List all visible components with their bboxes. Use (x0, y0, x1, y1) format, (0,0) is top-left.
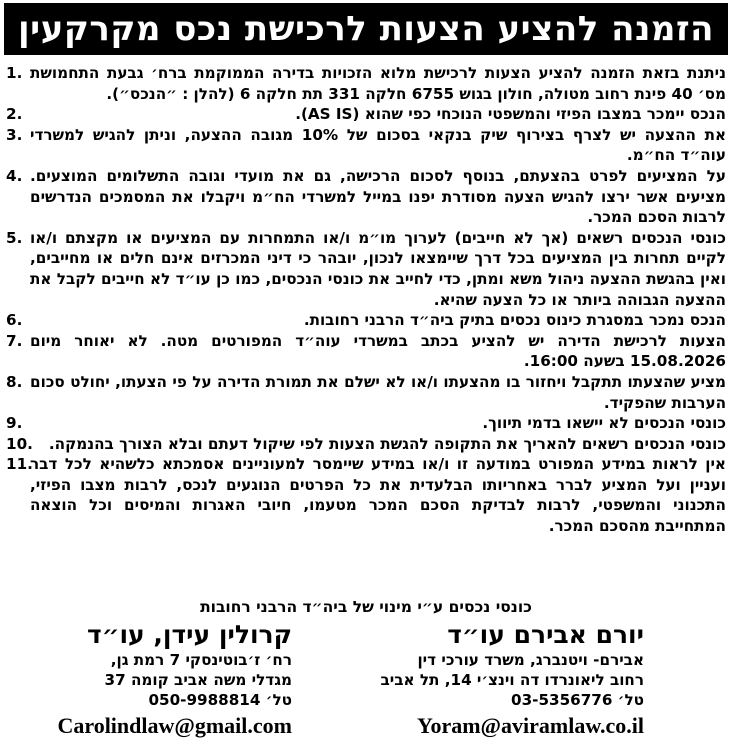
signers-heading: כונסי נכסים ע״י מינוי של ביה״ד הרבני רחובות (200, 598, 532, 616)
clause-text: מציע שהצעתו תתקבל ויחזור בו מהצעתו ו/או לא ישלם את תמורת הדירה על פי הצעתו, יחולט סכום הערבות שהפקיד. (30, 372, 726, 412)
clause-item (6, 166, 726, 228)
clause-item (6, 63, 726, 104)
clause-number: 4. (6, 166, 23, 185)
signer-right-name: יורם אבירם עו״ד (447, 620, 644, 649)
notice-title: הזמנה להציע הצעות לרכישת נכס מקרקעין (4, 3, 728, 55)
clause-number: 8. (6, 372, 23, 391)
clause-number: 1. (6, 64, 23, 82)
clause-number: 7. (6, 331, 23, 350)
clause-text: הנכס נמכר במסגרת כינוס נכסים בתיק ביה״ד הרבני רחובות. (303, 311, 726, 330)
signer-right (314, 620, 644, 741)
clause-number: 2. (6, 105, 23, 124)
signer-right-phone: טל׳ 03-5356776 (511, 691, 644, 709)
clause-item (6, 372, 726, 413)
clause-text: על המציעים לפרט בהצעתם, בנוסף לסכום הרכישה, גם את מועדי וגובה התשלומים המוצעים. מציעים אשר ירצו להגיש הצעה מסודרת יפנו במייל למשרדי הח״מ ויקבלו את המסמכים הנדרשים לרבות הסכם המכר. (30, 166, 726, 227)
signer-right-address: רחוב ליאונרדו דה וינצ׳י 14, תל אביב (380, 671, 644, 689)
clause-item (6, 125, 726, 166)
clause-item (6, 104, 726, 125)
signer-left (17, 620, 292, 741)
clause-text: הנכס יימכר במצבו הפיזי והמשפטי הנוכחי כפי שהוא (AS IS). (295, 105, 726, 124)
clause-item (6, 228, 726, 310)
signer-left-email[interactable]: Carolindlaw@gmail.com (57, 713, 292, 738)
signer-left-phone: טל׳ 050-9988814 (148, 691, 292, 709)
signer-right-firm: אבירם- ויטנברג, משרד עורכי דין (417, 651, 644, 669)
clause-text: אין לראות במידע המפורט במודעה זו ו/או במידע שיימסר למעוניינים אסמכתא כלשהיא לכל דבר ועניין ועל המציע לברר באחריותו הבלעדית את כל הפרטים הנוגעים לנכס, לרבות מצבו הפיזי, התכנוני והמשפטי, לרבות לבדיקת הסכם המכר מטעמו, חיובי האגרות והמיסים וכל הוצאה המתחייבת מהסכם המכר. (30, 455, 726, 536)
clause-text: כונסי הנכסים רשאים להאריך את התקופה להגשת הצעות לפי שיקול דעתם ובלא הצורך בהנמקה. (48, 434, 726, 453)
clause-text: ניתנת בזאת הזמנה להציע הצעות לרכישת מלוא הזכויות בדירה הממוקמת ברח׳ גבעת התחמושת מס׳ 40 פינת רחוב מטולה, חולון בגוש 6755 חלקה 331 תת חלקה 6 (להלן : ״הנכס״). (30, 64, 726, 103)
signer-right-email[interactable]: Yoram@aviramlaw.co.il (417, 713, 644, 738)
clause-item (6, 310, 726, 331)
clause-text: כונסי הנכסים לא יישאו בדמי תיווך. (482, 414, 726, 433)
clause-item (6, 413, 726, 434)
clause-list (6, 63, 726, 537)
clause-item (6, 434, 726, 455)
clause-number: 3. (6, 125, 23, 144)
clause-item (6, 331, 726, 372)
clause-text: את ההצעה יש לצרף בצירוף שיק בנקאי בסכום של 10% מגובה ההצעה, וניתן להגיש למשרדי עוה״ד הח״מ. (30, 125, 727, 165)
clause-number: 5. (6, 228, 23, 247)
signer-left-name: קרולין עידן, עו״ד (87, 620, 292, 649)
signer-left-address: רח׳ ז׳בוטינסקי 7 רמת גן, (110, 651, 292, 669)
clause-text: כונסי הנכסים רשאים (אך לא חייבים) לערוך מו״מ ו/או התמחרות עם המציעים או מקצתם ו/או לקיים תחרות בין המציעים בכל דרך שיימצאו לנכון, יובהר כי דיני המכרזים אינם חלים או מחייבים, ואין בהגשת ההצעה ניהול משא ומתן, כדי לחייב את כונסי הנכסים, כמו כן עו״ד לא חייבים לקבל את ההצעה הגבוהה ביותר או כל הצעה שהיא. (30, 228, 726, 309)
clause-number: 9. (6, 414, 23, 433)
clause-number: 11. (6, 455, 33, 474)
clause-number: 6. (6, 311, 23, 330)
clause-item (6, 454, 726, 536)
clause-text: הצעות לרכישת הדירה יש להציע בכתב במשרדי עוה״ד המפורטים מטה. לא יאוחר מיום 15.08.2026 בשעה 16:00. (30, 331, 726, 371)
signer-left-building: מגדלי משה אביב קומה 37 (104, 671, 292, 689)
clause-number: 10. (6, 434, 33, 453)
